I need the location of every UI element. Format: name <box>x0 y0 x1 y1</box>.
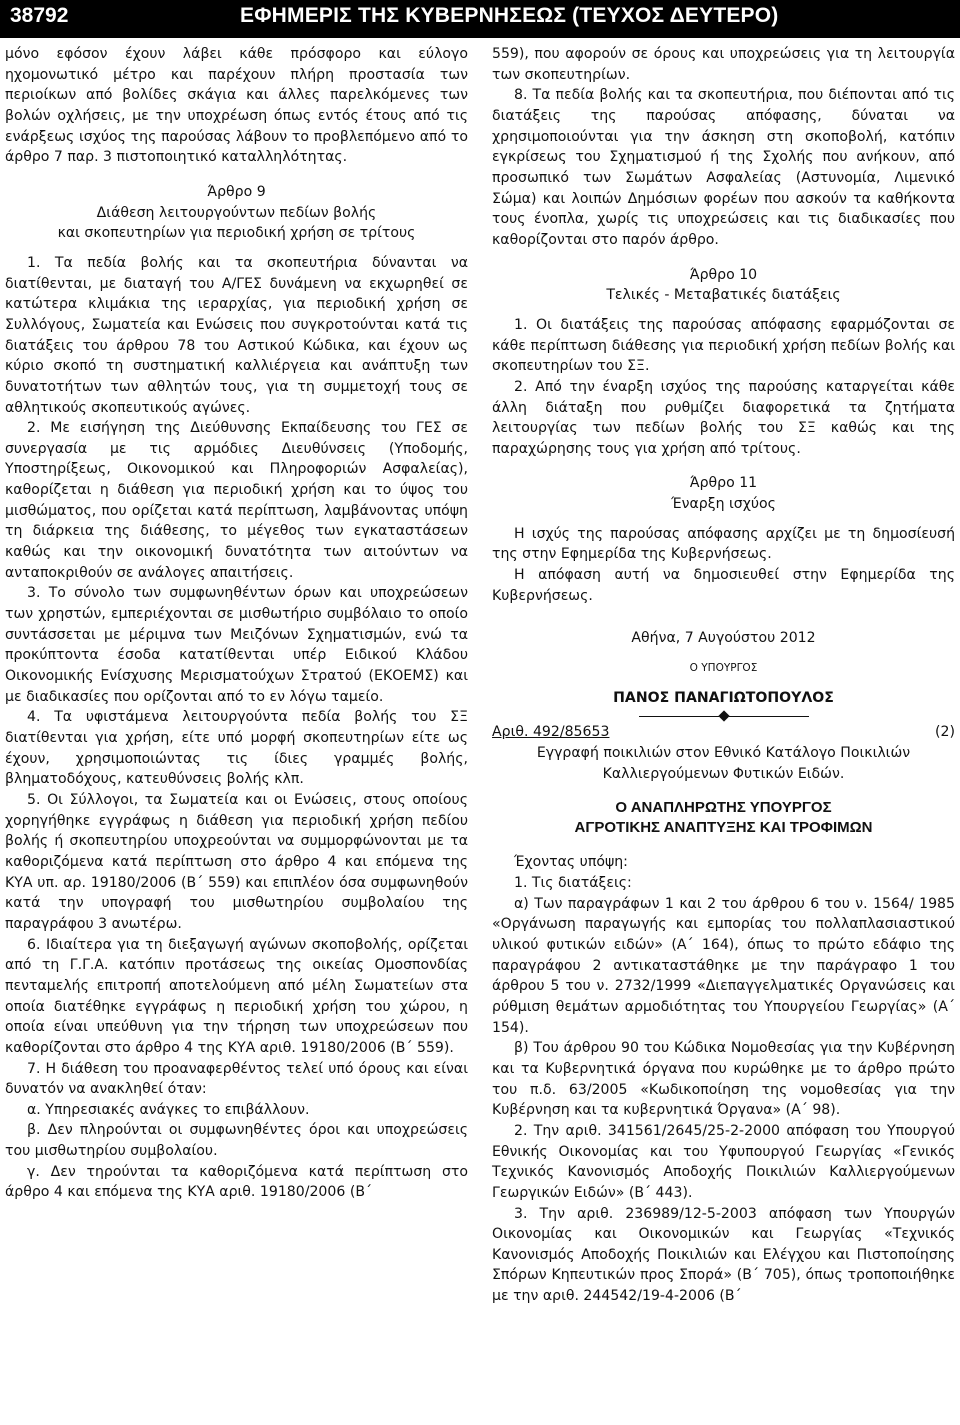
article-9-title-line-2: και σκοπευτηρίων για περιοδική χρήση σε τρίτους <box>57 225 416 242</box>
recital-2: 2. Την αριθ. 341561/2645/25-2-2000 απόφαση του Υπουργού Εθνικής Οικονομίας και του Υφυπουργού Γεωργίας «Γενικός Τεχνικός Κανονισμός Αποδοχής Ποικιλιών Καλλιεργούμενων Γεωργικών Ειδών» (Β΄ 443). <box>492 1122 955 1201</box>
article-9-item-b: β. Δεν πληρούνται οι συμφωνηθέντες όροι και υποχρεώσεις του μισθωτηρίου συμβολαίου. <box>5 1122 468 1160</box>
article-9-paragraph-4: 4. Τα υφιστάμενα λειτουργούντα πεδία βολής του ΣΞ διατίθενται για χρήση, είτε υπό μορφή σκοπευτηρίων είτε ως έχουν, χρησιμοποιώντας τις ίδιες γραμμές βολής, βληματοδόχους, κατευθύνσεις βολής κλπ. <box>5 709 468 788</box>
right-column <box>492 44 955 1307</box>
decision-number-row <box>492 722 955 743</box>
recital-1b: β) Του άρθρου 90 του Κώδικα Νομοθεσίας για την Κυβέρνηση και τα Κυβερνητικά όργανα που κυρώθηκε με το άρθρο πρώτο του π.δ. 63/2005 «Κωδικοποίηση της νομοθεσίας για την Κυβέρνηση και τα κυβερνητικά Όργανα» (Α΄ 98). <box>492 1040 955 1119</box>
article-9-paragraph-5: 5. Οι Σύλλογοι, τα Σωματεία και οι Ενώσεις, στους οποίους χορηγήθηκε εγγράφως η διάθεση για περιοδική χρήση πεδίου βολής ή σκοπευτηρίου υποχρεούνται να συμμορφώνονται με τα καθοριζόμενα κατά περίπτωση στο άρθρο 4 και επόμενα της ΚΥΑ υπ. αρ. 19180/2006 (Β΄ 559) και επιπλέον όσα συμφωνηθούν κατά την υπογραφή του μισθωτηρίου συμβολαίου της παραγράφου 3 ανωτέρω. <box>5 791 468 932</box>
decision-title: Εγγραφή ποικιλιών στον Εθνικό Κατάλογο Ποικιλιών Καλλιεργούμενων Φυτικών Ειδών. <box>536 745 911 782</box>
decision-index: (2) <box>935 724 955 741</box>
journal-title: ΕΦΗΜΕΡΙΣ ΤΗΣ ΚΥΒΕΡΝΗΣΕΩΣ (ΤΕΥΧΟΣ ΔΕΥΤΕΡΟ) <box>240 4 779 27</box>
page-number: 38792 <box>10 4 69 27</box>
ministry-line-1: Ο ΑΝΑΠΛΗΡΩΤΗΣ ΥΠΟΥΡΓΟΣ <box>615 799 832 817</box>
article-9-item-c: γ. Δεν τηρούνται τα καθοριζόμενα κατά περίπτωση στο άρθρο 4 και επόμενα της ΚΥΑ αριθ. 19180/2006 (Β΄ <box>5 1163 468 1201</box>
ministry-line-2: ΑΓΡΟΤΙΚΗΣ ΑΝΑΠΤΥΞΗΣ ΚΑΙ ΤΡΟΦΙΜΩΝ <box>574 819 873 837</box>
continuation-paragraph: 559), που αφορούν σε όρους και υποχρεώσεις για τη λειτουργία των σκοπευτηρίων. <box>492 46 955 83</box>
recital-1: 1. Τις διατάξεις: <box>514 875 632 891</box>
article-9-paragraph-6: 6. Ιδιαίτερα για τη διεξαγωγή αγώνων σκοποβολής, ορίζεται από τη Γ.Γ.Α. κατόπιν προτάσεως της οικείας Ομοσπονδίας πενταμελής επιτροπή αποτελούμενη από μέλη Σωματείων στα οποία διατέθηκε εγγράφως η περιοδική χρήση του χώρου, η οποία είναι υπεύθυνη για την τήρηση των υποχρεώσεων που καθορίζονται στο άρθρο 4 της ΚΥΑ αριθ. 19180/2006 (Β΄ 559). <box>5 936 468 1056</box>
minister-name: ΠΑΝΟΣ ΠΑΝΑΓΙΩΤΟΠΟΥΛΟΣ <box>613 689 834 706</box>
article-10-paragraph-2: 2. Από την έναρξη ισχύος της παρούσης καταργείται κάθε άλλη διάταξη που ρυθμίζει διαφορετικά τα ζητήματα λειτουργίας των πεδίων βολής του ΣΞ καθώς και της παραχώρησης τους για χρήση από τρίτους. <box>492 378 955 457</box>
recital-1a: α) Των παραγράφων 1 και 2 του άρθρου 6 του ν. 1564/ 1985 «Οργάνωση παραγωγής και εμπορίας του πολλαπλασιαστικού υλικού φυτικών ειδών» (Α΄ 164), όπως το πρώτο εδάφιο της παραγράφου 2 αντικαταστάθηκε με την παράγραφο 1 του άρθρου 5 του ν. 2732/1999 «Διεπαγγελματικές Οργανώσεις και ρύθμιση θεμάτων αρμοδιότητας του Υπουργείου Γεωργίας» (Α΄ 154). <box>492 895 955 1036</box>
diamond-icon <box>718 711 729 722</box>
having-regard: Έχοντας υπόψη: <box>514 854 628 871</box>
article-10-heading: Άρθρο 10 <box>689 266 758 283</box>
article-11-title: Έναρξη ισχύος <box>671 496 776 513</box>
article-10-paragraph-1: 1. Οι διατάξεις της παρούσας απόφασης εφαρμόζονται σε κάθε περίπτωση διάθεσης για περιοδική χρήση πεδίων βολής και σκοπευτηρίων του ΣΞ. <box>492 316 955 375</box>
recital-3: 3. Την αριθ. 236989/12-5-2003 απόφαση των Υπουργών Οικονομίας και Οικονομικών και Γεωργίας «Τεχνικός Κανονισμός Αποδοχής Ποικιλιών και Ελέγχου και Πιστοποίησης Σπόρων Κηπευτικών προς Σπορά» (Β΄ 705), όπως τροποποιήθηκε με την αριθ. 244542/19-4-2006 (Β΄ <box>492 1205 955 1305</box>
article-9-title-line-1: Διάθεση λειτουργούντων πεδίων βολής <box>96 204 377 221</box>
article-9-paragraph-7: 7. Η διάθεση του προαναφερθέντος τελεί υπό όρους και είναι δυνατόν να ανακληθεί όταν: <box>5 1060 468 1098</box>
article-9-heading: Άρθρο 9 <box>207 183 266 200</box>
minister-role: Ο ΥΠΟΥΡΓΟΣ <box>689 662 758 675</box>
intro-paragraph: μόνο εφόσον έχουν λάβει κάθε πρόσφορο και εύλογο ηχομονωτικό μέτρο και παρέχουν πλήρη προστασία των περιοίκων από βολίδες σκάγια και άλλες παρελκόμενες των βολών οχλήσεις, με την υποχρέωση όπως εντός έτους από τις ενάρξεως ισχύος της παρούσας λάβουν το προβλεπόμενο από το άρθρο 7 παρ. 3 πιστοποιητικό καταλληλότητας. <box>5 46 468 166</box>
article-9-paragraph-1: 1. Τα πεδία βολής και τα σκοπευτήρια δύνανται να διατίθενται, με διαταγή του Α/ΓΕΣ δυνάμενη να εκχωρηθεί σε κατώτερα κλιμάκια της ιεραρχίας, για περιοδική χρήση σε Συλλόγους, Σωματεία και Ενώσεις που συγκροτούνται κατά τις διατάξεις του άρθρου 78 του Αστικού Κώδικα, και έχουν ως κύριο σκοπό τη συστηματική καλλιέργεια και ανάπτυξη των δυνατοτήτων των αθλητών τους, για τη συμμετοχή τους σε αθλητικούς σκοπευτικούς αγώνες. <box>5 254 468 416</box>
article-9-paragraph-8: 8. Τα πεδία βολής και τα σκοπευτήρια, που διέπονται από τις διατάξεις της παρούσας απόφασης, δύναται να χρησιμοποιούνται για την άσκηση στη σκοποβολή, κατόπιν εγκρίσεως του Σχηματισμού ή της Σχολής που ανήκουν, από προσωπικό των Σωμάτων Ασφαλείας (Αστυνομία, Λιμενικό Σώμα) και λοιπών Δημόσιων φορέων που ασκούν τα καθήκοντα τους ένοπλα, χωρίς τις υποχρεώσεις και τις διαδικασίες που καθορίζονται στο παρόν άρθρο. <box>492 87 955 248</box>
section-divider <box>492 712 955 720</box>
article-9-paragraph-3: 3. Το σύνολο των συμφωνηθέντων όρων και υποχρεώσεων των χρηστών, εμπεριέχονται σε μισθωτήριο συμβόλαιο το οποίο συντάσσεται με μέριμνα των Μειζόνων Σχηματισμών, ενώ τα προκύπτοντα έσοδα κατατίθενται υπέρ Ειδικού Κλάδου Οικονομικής Ενίσχυσης Μερισματούχων Στρατού (ΕΚΟΕΜΣ) και με διαδικασίες που ορίζονται από το εν λόγω ταμείο. <box>5 585 468 705</box>
place-date: Αθήνα, 7 Αυγούστου 2012 <box>631 630 816 647</box>
article-9-paragraph-2: 2. Με εισήγηση της Διεύθυνσης Εκπαίδευσης του ΓΕΣ σε συνεργασία με τις αρμόδιες Διευθύνσεις (Υποδομής, Υποστηρίξεως, Οικονομικού και Πληροφοριών Ασφαλείας), καθορίζεται η διάθεση για περιοδική χρήση και το ύψος του μισθώματος, που ορίζεται κατά περίπτωση, λαμβάνοντας υπόψη τη διάρκεια της διάθεσης, το μέγεθος των εγκαταστάσεων καθώς και την οικονομική δυνατότητα των αιτούντων να ανταποκριθούν σε ανάλογες απαιτήσεις. <box>5 420 468 581</box>
article-10-title: Τελικές - Μεταβατικές διατάξεις <box>606 287 841 304</box>
left-column <box>5 44 468 1203</box>
article-11-paragraph-2: Η απόφαση αυτή να δημοσιευθεί στην Εφημερίδα της Κυβερνήσεως. <box>492 567 955 604</box>
article-11-heading: Άρθρο 11 <box>689 475 758 492</box>
article-11-paragraph-1: Η ισχύς της παρούσας απόφασης αρχίζει με τη δημοσίευσή της στην Εφημερίδα της Κυβερνήσεως. <box>492 525 955 563</box>
article-9-item-a: α. Υπηρεσιακές ανάγκες το επιβάλλουν. <box>27 1101 310 1118</box>
page-header <box>0 0 960 38</box>
decision-number: Αριθ. 492/85653 <box>492 724 610 741</box>
